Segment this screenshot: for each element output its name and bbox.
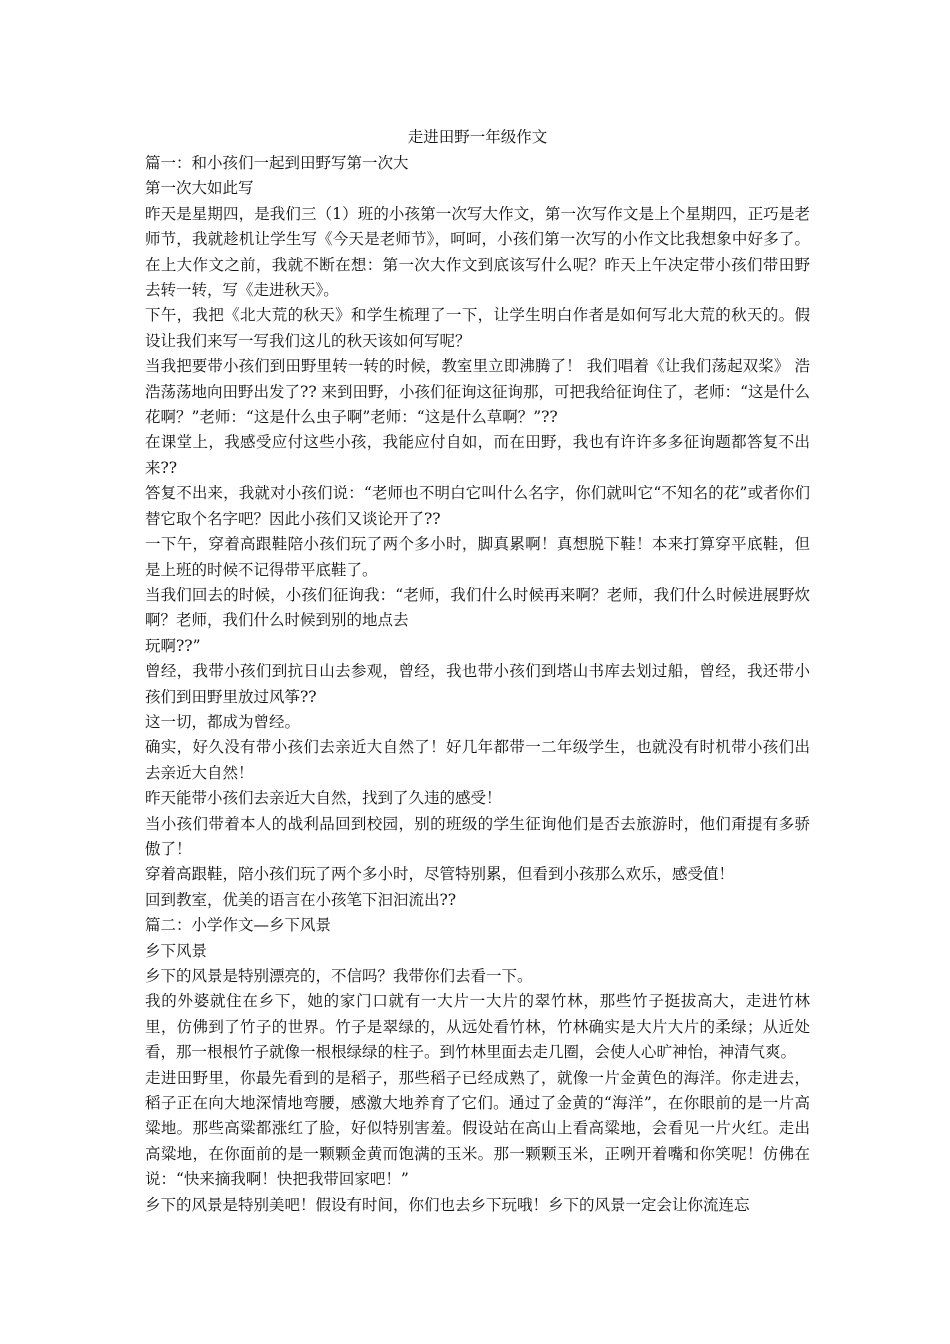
paragraph: 一下午，穿着高跟鞋陪小孩们玩了两个多小时，脚真累啊！真想脱下鞋！本来打算穿平底鞋，但是上班的时候不记得带平底鞋了。 [145, 535, 810, 579]
document-body [145, 151, 810, 1218]
paragraph: 篇一：和小孩们一起到田野写第一次大 [145, 154, 409, 172]
paragraph: 确实，好久没有带小孩们去亲近大自然了！好几年都带一二年级学生，也就没有时机带小孩们出去亲近大自然！ [145, 738, 810, 782]
document-title: 走进田野一年级作文 [407, 128, 548, 146]
paragraph: 乡下风景 [145, 941, 208, 960]
paragraph: 这一切，都成为曾经。 [145, 712, 301, 731]
paragraph: 回到教室，优美的语言在小孩笔下汩汩流出?? [145, 890, 457, 909]
paragraph: 当我们回去的时候，小孩们征询我：“老师，我们什么时候再来啊？老师，我们什么时候进展野炊啊？老师，我们什么时候到别的地点去 [145, 585, 810, 630]
paragraph: 玩啊??” [145, 636, 201, 655]
paragraph: 乡下的风景是特别漂亮的，不信吗？我带你们去看一下。 [145, 967, 533, 985]
paragraph: 当我把要带小孩们到田野里转一转的时候，教室里立即沸腾了！ 我们唱着《让我们荡起双桨》 浩浩荡荡地向田野出发了?? 来到田野，小孩们征询这征询那，可把我给征询住了，老师：“这是什么花啊？”老师：“这是什么虫子啊”老师：“这是什么草啊？”?? [145, 357, 810, 427]
paragraph: 我的外婆就住在乡下，她的家门口就有一大片一大片的翠竹林，那些竹子挺拔高大，走进竹林里，仿佛到了竹子的世界。竹子是翠绿的，从远处看竹林，竹林确实是大片大片的柔绿；从近处看，那一根根竹子就像一根根绿绿的柱子。到竹林里面去走几圈，会使人心旷神怡，神清气爽。 [145, 992, 810, 1062]
section-heading: 篇二：小学作文—乡下风景 [145, 916, 332, 935]
paragraph: 在课堂上，我感受应付这些小孩，我能应付自如，而在田野，我也有许许多多征询题都答复不出来?? [145, 433, 810, 477]
paragraph: 答复不出来，我就对小孩们说：“老师也不明白它叫什么名字，你们就叫它“不知名的花”或者你们替它取个名字吧？因此小孩们又谈论开了?? [145, 484, 810, 528]
paragraph: 曾经，我带小孩们到抗日山去参观，曾经，我也带小孩们到塔山书库去划过船，曾经，我还带小孩们到田野里放过风筝?? [145, 662, 810, 706]
paragraph: 昨天能带小孩们去亲近大自然，找到了久违的感受！ [145, 789, 502, 808]
paragraph: 穿着高跟鞋，陪小孩们玩了两个多小时，尽管特别累，但看到小孩那么欢乐，感受值！ [145, 865, 735, 884]
paragraph: 昨天是星期四，是我们三（1）班的小孩第一次写大作文，第一次写作文是上个星期四，正巧是老师节，我就趁机让学生写《今天是老师节》，呵呵，小孩们第一次写的小作文比我想象中好多了。在上大作文之前，我就不断在想：第一次大作文到底该写什么呢？昨天上午决定带小孩们带田野去转一转，写《走进秋天》。 [145, 204, 810, 300]
paragraph: 第一次大如此写 [145, 179, 254, 198]
paragraph: 下午，我把《北大荒的秋天》和学生梳理了一下，让学生明白作者是如何写北大荒的秋天的。假设让我们来写一写我们这儿的秋天该如何写呢？ [145, 306, 810, 350]
document-page [145, 124, 810, 1218]
paragraph: 乡下的风景是特别美吧！假设有时间，你们也去乡下玩哦！乡下的风景一定会让你流连忘 [145, 1195, 750, 1214]
paragraph: 走进田野里，你最先看到的是稻子，那些稻子已经成熟了，就像一片金黄色的海洋。你走进去，稻子正在向大地深情地弯腰，感激大地养育了它们。通过了金黄的“海洋”，在你眼前的是一片高粱地。那些高粱都涨红了脸，好似特别害羞。假设站在高山上看高粱地，会看见一片火红。走出高粱地，在你面前的是一颗颗金黄而饱满的玉米。那一颗颗玉米，正咧开着嘴和你笑呢！仿佛在说：“快来摘我啊！快把我带回家吧！” [145, 1068, 810, 1189]
paragraph: 当小孩们带着本人的战利品回到校园，别的班级的学生征询他们是否去旅游时，他们甭提有多骄傲了！ [145, 814, 810, 858]
